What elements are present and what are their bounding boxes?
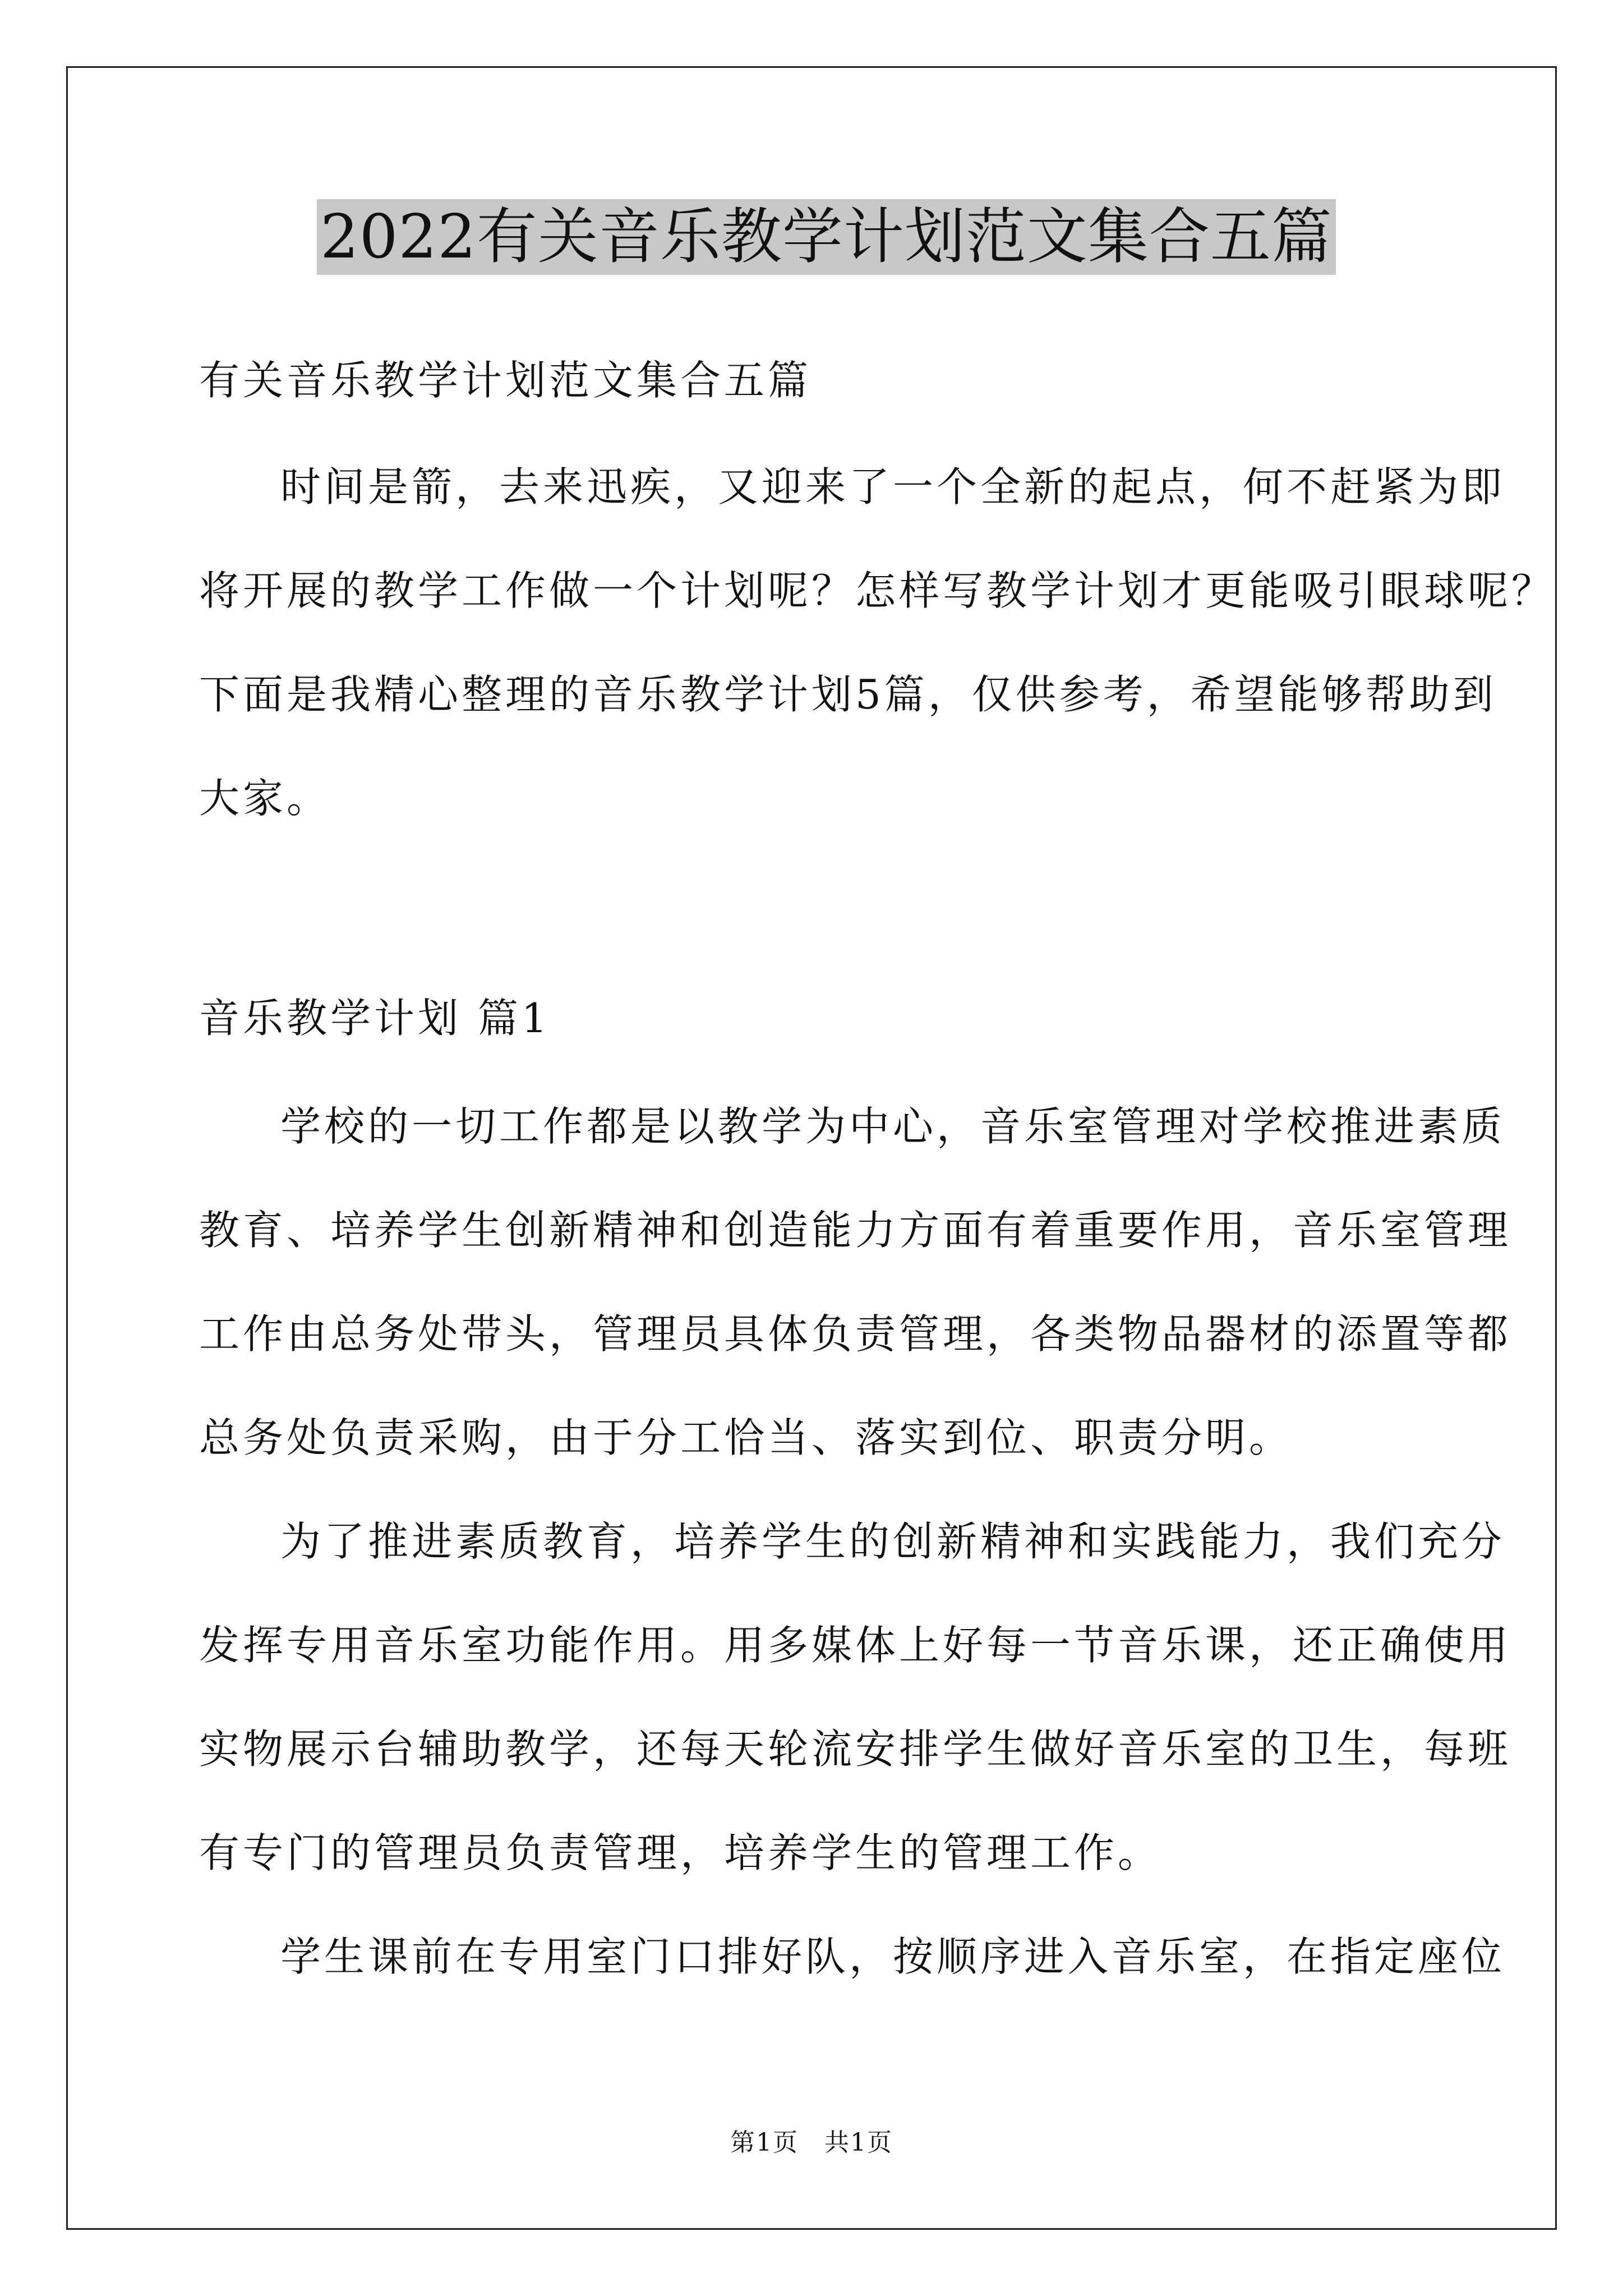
document-title: 2022有关音乐教学计划范文集合五篇 [317, 199, 1336, 275]
document-subtitle: 有关音乐教学计划范文集合五篇 [199, 357, 812, 404]
page-footer: 第1页 共1页 [730, 2128, 893, 2157]
section-line-4: 总务处负责采购，由于分工恰当、落实到位、职责分明。 [199, 1414, 1293, 1461]
section-heading: 音乐教学计划 篇1 [199, 995, 551, 1042]
intro-line-3: 下面是我精心整理的音乐教学计划5篇，仅供参考，希望能够帮助到 [199, 671, 1497, 718]
intro-line-2: 将开展的教学工作做一个计划呢？怎样写教学计划才更能吸引眼球呢？ [199, 567, 1556, 614]
section-line-9: 学生课前在专用室门口排好队，按顺序进入音乐室，在指定座位 [280, 1933, 1506, 1980]
section-line-2: 教育、培养学生创新精神和创造能力方面有着重要作用，音乐室管理 [199, 1207, 1512, 1254]
section-line-1: 学校的一切工作都是以教学为中心，音乐室管理对学校推进素质 [280, 1103, 1506, 1150]
section-line-8: 有专门的管理员负责管理，培养学生的管理工作。 [199, 1829, 1162, 1876]
section-line-7: 实物展示台辅助教学，还每天轮流安排学生做好音乐室的卫生，每班 [199, 1726, 1512, 1773]
section-line-3: 工作由总务处带头，管理员具体负责管理，各类物品器材的添置等都 [199, 1310, 1512, 1358]
section-line-6: 发挥专用音乐室功能作用。用多媒体上好每一节音乐课，还正确使用 [199, 1622, 1512, 1669]
intro-line-4: 大家。 [199, 775, 331, 822]
intro-line-1: 时间是箭，去来迅疾，又迎来了一个全新的起点，何不赶紧为即 [280, 463, 1506, 510]
section-line-5: 为了推进素质教育，培养学生的创新精神和实践能力，我们充分 [280, 1518, 1506, 1565]
